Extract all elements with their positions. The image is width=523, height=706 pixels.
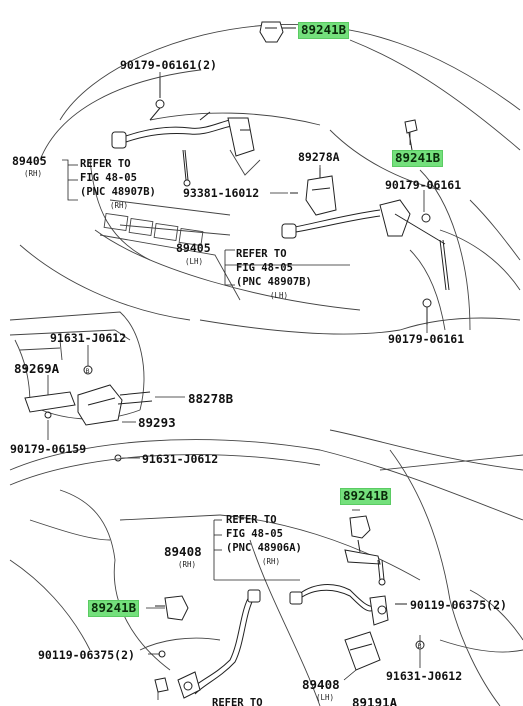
part-label-89405-lh[interactable]: 89405 (176, 241, 211, 255)
part-label-88278b[interactable]: 88278B (188, 391, 234, 406)
part-label-90119-06375-2-left[interactable]: 90119-06375(2) (38, 648, 135, 662)
part-label-90179-06161-a[interactable]: 90179-06161 (385, 178, 462, 192)
side-marker-lh: (LH) (270, 291, 289, 300)
part-label-91631-j0612-c[interactable]: 91631-J0612 (386, 669, 463, 683)
side-marker-lh: (LH) (316, 693, 335, 702)
reference-note-rh-line2: FIG 48-05 (80, 172, 137, 184)
sensor-top (260, 22, 296, 42)
side-marker-rh: (RH) (24, 169, 43, 178)
reference-note-rh2-line1: REFER TO (226, 514, 277, 526)
part-label-89269a[interactable]: 89269A (14, 361, 60, 376)
rear-sensor-rh (345, 516, 385, 585)
rear-harness (155, 585, 424, 698)
svg-text:B: B (417, 643, 422, 650)
part-label-89191a[interactable]: 89191A (352, 695, 398, 706)
part-label-90179-06161-b[interactable]: 90179-06161 (388, 332, 465, 346)
reference-note-lh-line2: FIG 48-05 (236, 262, 293, 274)
part-label-90179-06159[interactable]: 90179-06159 (10, 442, 87, 456)
part-label-93381-16012[interactable]: 93381-16012 (183, 186, 260, 200)
part-label-89408-lh[interactable]: 89408 (302, 677, 340, 692)
reference-note-rh2-line2: FIG 48-05 (226, 528, 283, 540)
part-label-89293[interactable]: 89293 (138, 415, 176, 430)
rh-sensor-assembly (112, 78, 254, 186)
part-label-89278a[interactable]: 89278A (298, 150, 340, 164)
part-label-89241b-rear-rh[interactable]: 89241B (340, 488, 391, 505)
part-label-89408-rh[interactable]: 89408 (164, 544, 202, 559)
rear-body-outline (10, 430, 523, 706)
part-label-90179-06161-2[interactable]: 90179-06161(2) (120, 58, 217, 72)
svg-text:B: B (85, 368, 90, 375)
part-label-91631-j0612-b[interactable]: 91631-J0612 (142, 452, 219, 466)
reference-note-lh-line3: (PNC 48907B) (236, 276, 312, 288)
reference-note-rh2-line3: (PNC 48906A) (226, 542, 302, 554)
reference-note-bottom: REFER TO (212, 697, 263, 706)
side-marker-rh: (RH) (262, 557, 281, 566)
reference-note-rh-line1: REFER TO (80, 158, 131, 170)
part-label-91631-j0612-a[interactable]: 91631-J0612 (50, 331, 127, 345)
reference-note-rh-line3: (PNC 48907B) (80, 186, 156, 198)
side-marker-lh: (LH) (185, 257, 204, 266)
side-marker-rh: (RH) (178, 560, 197, 569)
part-label-89241b-rear-lh[interactable]: 89241B (88, 600, 139, 617)
reference-note-lh-line1: REFER TO (236, 248, 287, 260)
part-label-89241b-right[interactable]: 89241B (392, 150, 443, 167)
side-marker-rh: (RH) (110, 201, 129, 210)
part-label-90119-06375-2-right[interactable]: 90119-06375(2) (410, 598, 507, 612)
part-label-89241b-top[interactable]: 89241B (298, 22, 349, 39)
part-label-89405-rh[interactable]: 89405 (12, 154, 47, 168)
